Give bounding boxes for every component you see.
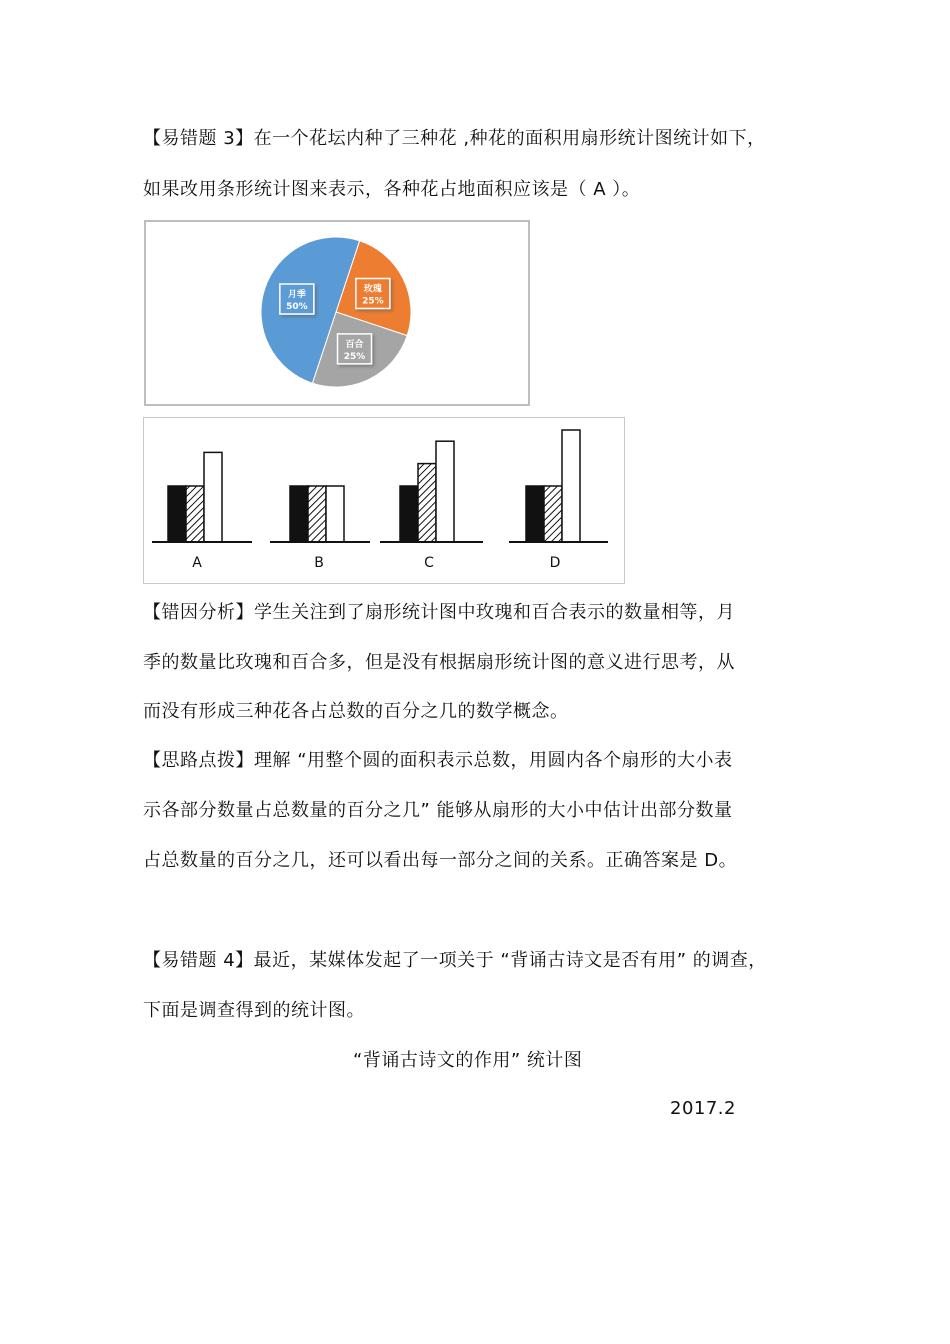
q4-text-line2: 下面是调查得到的统计图。 xyxy=(143,1000,365,1021)
pie-label-1 xyxy=(338,334,372,364)
option-bar-1 xyxy=(186,486,204,542)
option-A xyxy=(152,452,252,571)
q3-text-line2: 如果改用条形统计图来表示，各种花占地面积应该是（ A ）。 xyxy=(143,179,641,200)
pie-chart-svg xyxy=(146,222,528,404)
option-bar-2 xyxy=(326,486,344,542)
hint-line1: 【思路点拨】理解 “用整个圆的面积表示总数，用圆内各个扇形的大小表 xyxy=(143,750,733,771)
option-label: D xyxy=(549,555,561,571)
q4-text-line1: 【易错题 4】最近，某媒体发起了一项关于 “背诵古诗文是否有用” 的调查， xyxy=(143,950,767,971)
option-bar-0 xyxy=(168,486,186,542)
option-label: B xyxy=(314,555,324,571)
option-D xyxy=(509,430,608,571)
pie-label-name-2: 月季 xyxy=(287,290,306,301)
option-C xyxy=(380,441,483,571)
pie-label-2 xyxy=(280,284,314,314)
analysis-line3: 而没有形成三种花各占总数的百分之几的数学概念。 xyxy=(143,701,569,722)
option-bar-2 xyxy=(204,452,222,542)
bar-options-figure xyxy=(143,417,625,584)
option-bar-1 xyxy=(544,486,562,542)
option-bar-2 xyxy=(562,430,580,542)
hint-line2: 示各部分数量占总数量的百分之几” 能够从扇形的大小中估计出部分数量 xyxy=(143,800,733,821)
option-label: C xyxy=(424,555,434,571)
option-B xyxy=(270,486,370,571)
option-bar-2 xyxy=(436,441,454,542)
pie-chart-figure xyxy=(144,220,530,406)
q4-date: 2017.2 xyxy=(670,1098,736,1119)
pie-label-0 xyxy=(356,278,390,308)
pie-label-name-0: 玫瑰 xyxy=(363,284,382,295)
analysis-line1: 【错因分析】学生关注到了扇形统计图中玫瑰和百合表示的数量相等，月 xyxy=(143,602,735,623)
option-bar-0 xyxy=(400,486,418,542)
option-bar-1 xyxy=(418,464,436,542)
pie-label-name-1: 百合 xyxy=(345,339,364,350)
q4-chart-title: “背诵古诗文的作用” 统计图 xyxy=(353,1050,583,1071)
q3-text-line1: 【易错题 3】在一个花坛内种了三种花 ,种花的面积用扇形统计图统计如下， xyxy=(143,128,766,149)
option-label: A xyxy=(192,555,202,571)
pie-label-value-0: 25% xyxy=(362,296,384,307)
option-bar-0 xyxy=(526,486,544,542)
pie-label-value-2: 50% xyxy=(286,302,308,313)
option-bar-0 xyxy=(290,486,308,542)
option-bar-1 xyxy=(308,486,326,542)
hint-line3: 占总数量的百分之几，还可以看出每一部分之间的关系。正确答案是 D。 xyxy=(143,850,738,871)
pie-label-value-1: 25% xyxy=(343,351,366,362)
analysis-line2: 季的数量比玫瑰和百合多，但是没有根据扇形统计图的意义进行思考，从 xyxy=(143,652,735,673)
bar-options-svg xyxy=(144,418,624,583)
